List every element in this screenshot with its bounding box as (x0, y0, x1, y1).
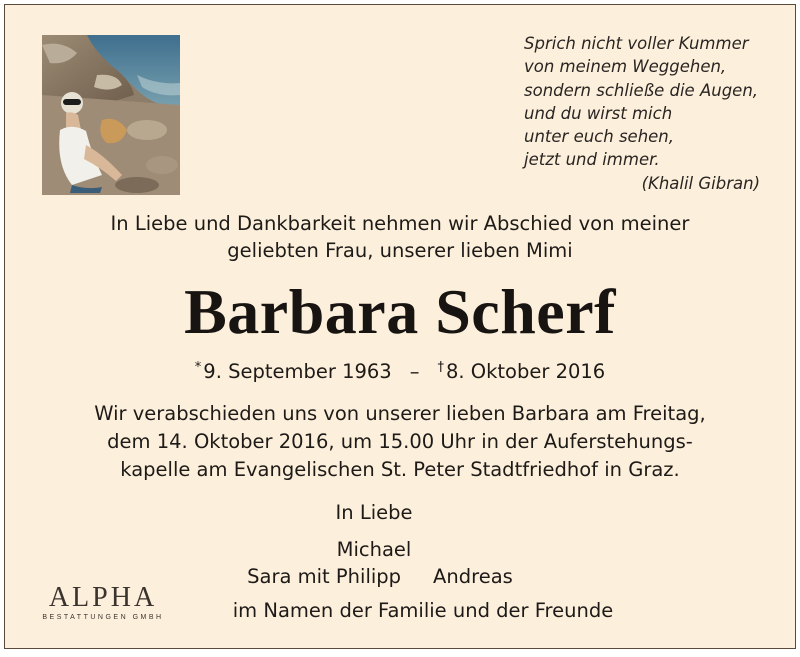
birth-date: 9. September 1963 (203, 360, 392, 383)
intro-text (5, 210, 795, 264)
mourner-michael: Michael (336, 538, 412, 561)
poem-line: und du wirst mich (524, 103, 673, 123)
poem-line: sondern schließe die Augen, (524, 80, 759, 100)
poem-line: unter euch sehen, (524, 127, 675, 147)
intro-line-1: In Liebe und Dankbarkeit nehmen wir Abschied von meiner (110, 212, 690, 235)
mourner-sara: Sara mit Philipp (247, 565, 402, 588)
life-dates (5, 355, 795, 385)
obituary-notice (4, 4, 796, 649)
closing-greeting: In Liebe (335, 501, 413, 524)
deceased-name: Barbara Scherf (184, 276, 616, 347)
poem-author: (Khalil Gibran) (641, 173, 761, 193)
date-separator: – (409, 360, 420, 383)
death-symbol: † (437, 360, 444, 375)
funeral-details (5, 400, 795, 484)
mourner-andreas: Andreas (433, 565, 513, 588)
logo-subtitle: BESTATTUNGEN GMBH (42, 614, 164, 621)
birth-symbol: * (194, 360, 202, 375)
poem-line: von meinem Weggehen, (524, 57, 727, 77)
details-line-2: dem 14. Oktober 2016, um 15.00 Uhr in der Auferstehungs- (107, 430, 693, 453)
portrait-photo-illustration (42, 35, 180, 195)
logo-mark: ALPHA (48, 582, 158, 613)
poem-quote (524, 32, 761, 195)
details-line-1: Wir verabschieden uns von unserer lieben Barbara am Freitag, (94, 402, 706, 425)
poem-line: Sprich nicht voller Kummer (524, 34, 749, 53)
portrait-photo (42, 35, 180, 195)
death-date: 8. Oktober 2016 (445, 360, 606, 383)
funeral-home-logo (42, 583, 164, 622)
poem-line: jetzt und immer. (524, 150, 660, 170)
details-line-3: kapelle am Evangelischen St. Peter Stadtfriedhof in Graz. (120, 458, 680, 481)
intro-line-2: geliebten Frau, unserer lieben Mimi (227, 239, 573, 262)
family-signature: im Namen der Familie und der Freunde (232, 599, 614, 622)
